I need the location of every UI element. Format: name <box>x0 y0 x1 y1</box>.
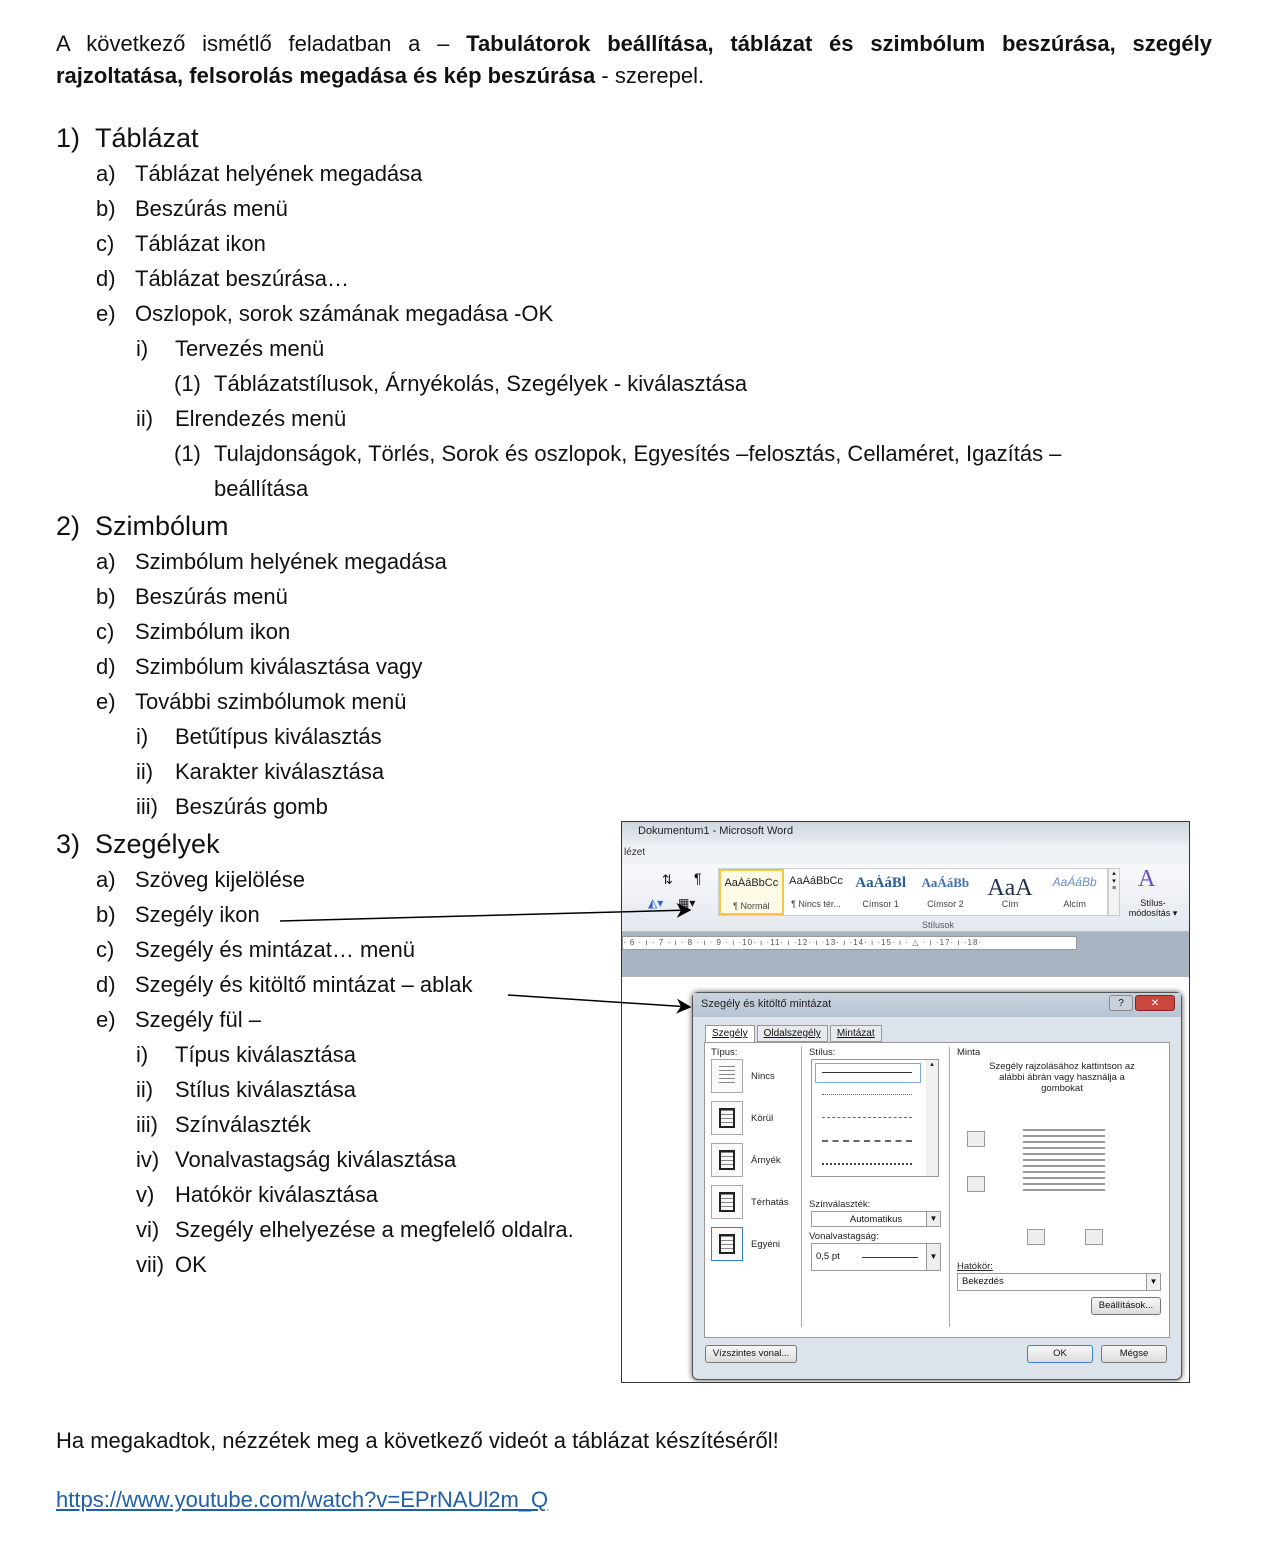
list-marker: 1) <box>56 123 81 153</box>
list-marker: v) <box>136 1182 155 1207</box>
list-item-text: Beszúrás menü <box>135 196 288 221</box>
style-change-button[interactable]: Stílus-módosítás ▾ <box>1128 898 1178 918</box>
list-item-text: Szegély elhelyezése a megfelelő oldalra. <box>175 1217 574 1242</box>
list-item-text: Táblázat ikon <box>135 231 266 256</box>
list-marker: vi) <box>136 1217 160 1242</box>
list-item-text: Táblázat helyének megadása <box>135 161 423 186</box>
list-marker: ii) <box>136 406 154 431</box>
list-marker: b) <box>96 584 116 609</box>
style-sample: AaA <box>987 875 1033 899</box>
gallery-scroll[interactable]: ▴ ▾ ≡ <box>1108 868 1120 916</box>
list-marker: d) <box>96 972 116 997</box>
list-item-text: További szimbólumok menü <box>135 689 407 714</box>
style-sample: AaÁáBbCc <box>789 875 843 887</box>
list-marker: e) <box>96 301 116 326</box>
list-marker: 3) <box>56 829 81 859</box>
chevron-down-icon: ▼ <box>926 1244 940 1270</box>
style-change-icon: A <box>1138 866 1156 892</box>
list-marker: ii) <box>136 759 154 784</box>
list-marker: c) <box>96 619 115 644</box>
horizontal-line-button[interactable]: Vízszintes vonal... <box>705 1345 797 1363</box>
style-sample: AaÁáBb <box>921 875 970 890</box>
border-type-label: Egyéni <box>751 1239 781 1250</box>
border-icon[interactable]: ▦▾ <box>678 896 696 910</box>
video-link[interactable]: https://www.youtube.com/watch?v=EPrNAUl2m_Q <box>56 1487 549 1512</box>
preview-hint: Szegély rajzolásához kattintson az alábbi ábrán vagy használja a gombokat <box>989 1061 1135 1094</box>
list-item-text: Tervezés menü <box>175 336 325 361</box>
chevron-down-icon: ▼ <box>926 1212 940 1226</box>
list-item-text: Vonalvastagság kiválasztása <box>175 1147 457 1172</box>
style-name: Cím <box>1001 899 1019 909</box>
preview-label: Minta <box>957 1047 981 1058</box>
border-type-label: Árnyék <box>751 1155 781 1166</box>
list-marker: c) <box>96 937 115 962</box>
list-marker: b) <box>96 902 116 927</box>
list-item-text: beállítása <box>214 476 309 501</box>
list-marker: iii) <box>136 1112 158 1137</box>
list-item-text: Táblázatstílusok, Árnyékolás, Szegélyek - kiválasztása <box>214 371 748 396</box>
ruler: · 6 · ı · 7 · ı · 8 · ı · 9 · ı ·10· ı ·11· ı ·12· ı ·13· ı ·14· ı ·15· ı · △ · ı ·17· ı ·18· <box>622 936 1077 950</box>
list-marker: 2) <box>56 511 81 541</box>
list-item-text: Szegély ikon <box>135 902 260 927</box>
window-title: Dokumentum1 - Microsoft Word <box>622 822 1189 844</box>
style-sample: AaÁáBbCc <box>724 877 779 889</box>
tab-border[interactable]: Szegély <box>705 1025 755 1042</box>
list-item-text: OK <box>175 1252 207 1277</box>
border-type-label: Nincs <box>751 1071 775 1082</box>
list-marker: i) <box>136 1042 149 1067</box>
intro-text-end: - szerepel. <box>595 63 705 88</box>
list-marker: d) <box>96 654 116 679</box>
list-marker: (1) <box>174 371 201 396</box>
list-marker: b) <box>96 196 116 221</box>
border-type-label: Térhatás <box>751 1197 789 1208</box>
list-marker: vii) <box>136 1252 165 1277</box>
list-item-text: Tulajdonságok, Törlés, Sorok és oszlopok, Egyesítés –felosztás, Cellaméret, Igazítás – <box>214 441 1062 466</box>
list-item-text: Beszúrás menü <box>135 584 288 609</box>
help-button[interactable]: ? <box>1109 995 1133 1011</box>
tab-page-border[interactable]: Oldalszegély <box>757 1025 828 1042</box>
scope-value: Bekezdés <box>962 1276 1004 1287</box>
list-marker: (1) <box>174 441 201 466</box>
list-marker: ii) <box>136 1077 154 1102</box>
color-value: Automatikus <box>849 1214 903 1225</box>
list-item-text: Szegély és mintázat… menü <box>135 937 416 962</box>
styles-group-label: Stílusok <box>922 920 955 930</box>
options-button[interactable]: Beállítások... <box>1091 1297 1161 1315</box>
width-value: 0,5 pt <box>816 1251 840 1262</box>
list-item-text: Szegélyek <box>95 829 220 859</box>
list-item-text: Szimbólum ikon <box>135 619 291 644</box>
list-item-text: Hatókör kiválasztása <box>175 1182 378 1207</box>
list-item-text: Színválaszték <box>175 1112 311 1137</box>
style-name: ¶ Normál <box>733 901 770 911</box>
list-item-text: Táblázat <box>95 123 199 153</box>
list-marker: e) <box>96 1007 116 1032</box>
style-name: Címsor 2 <box>927 899 964 909</box>
list-item-text: Szimbólum <box>95 511 229 541</box>
list-item-text: Szöveg kijelölése <box>135 867 305 892</box>
close-button[interactable]: ✕ <box>1135 995 1175 1011</box>
arrow-to-dialog <box>508 995 690 1007</box>
list-marker: a) <box>96 161 116 186</box>
list-item-text: Szimbólum kiválasztása vagy <box>135 654 423 679</box>
scope-label: Hatókör: <box>957 1261 993 1272</box>
style-sample: AaÁáBl <box>855 875 907 891</box>
list-item-text: Típus kiválasztása <box>175 1042 356 1067</box>
style-sample: AaÁáBb <box>1052 875 1097 889</box>
list-item-text: Szegély és kitöltő mintázat – ablak <box>135 972 473 997</box>
pilcrow-icon: ¶ <box>694 870 702 886</box>
ok-button[interactable]: OK <box>1027 1345 1093 1363</box>
style-name: ¶ Nincs tér... <box>791 899 841 909</box>
tab-shading[interactable]: Mintázat <box>830 1025 882 1042</box>
style-name: Címsor 1 <box>862 899 899 909</box>
list-marker: a) <box>96 549 116 574</box>
video-hint: Ha megakadtok, nézzétek meg a következő videót a táblázat készítéséről! <box>56 1428 779 1453</box>
list-marker: c) <box>96 231 115 256</box>
style-label: Stílus: <box>809 1047 836 1058</box>
list-marker: i) <box>136 724 149 749</box>
list-item-text: Szimbólum helyének megadása <box>135 549 447 574</box>
list-item-text: Táblázat beszúrása… <box>135 266 349 291</box>
arrow-to-border-icon <box>280 910 690 921</box>
shading-icon: ◭▾ <box>648 896 664 910</box>
list-item-text: Beszúrás gomb <box>175 794 328 819</box>
list-item-text: Karakter kiválasztása <box>175 759 385 784</box>
list-item-text: Betűtípus kiválasztás <box>175 724 382 749</box>
list-marker: a) <box>96 867 116 892</box>
style-name: Alcím <box>1063 899 1086 909</box>
intro-text: A következő ismétlő feladatban a – <box>56 31 467 56</box>
list-marker: iv) <box>136 1147 160 1172</box>
width-label: Vonalvastagság: <box>809 1231 879 1242</box>
color-label: Színválaszték: <box>809 1199 871 1210</box>
list-item-text: Szegély fül – <box>135 1007 261 1032</box>
intro-bold-topics: Tabulátorok beállítása, táblázat és szimbólum beszúrása, szegély rajzoltatása, felsorolás megadása és kép beszúrása <box>56 31 1212 88</box>
cancel-button[interactable]: Mégse <box>1101 1345 1167 1363</box>
menu-fragment: lézet <box>622 844 1189 864</box>
list-marker: d) <box>96 266 116 291</box>
chevron-down-icon: ▼ <box>1146 1274 1160 1290</box>
list-item-text: Oszlopok, sorok számának megadása -OK <box>135 301 554 326</box>
style-list-scrollbar[interactable]: ▴ <box>926 1060 938 1176</box>
border-type-label: Körül <box>751 1113 774 1124</box>
list-marker: i) <box>136 336 149 361</box>
dialog-title: Szegély és kitöltő mintázat <box>693 993 1181 1017</box>
sort-icon: ⇅ <box>662 872 673 887</box>
list-marker: e) <box>96 689 116 714</box>
type-label: Típus: <box>711 1047 738 1058</box>
list-item-text: Elrendezés menü <box>175 406 347 431</box>
list-item-text: Stílus kiválasztása <box>175 1077 356 1102</box>
list-marker: iii) <box>136 794 158 819</box>
